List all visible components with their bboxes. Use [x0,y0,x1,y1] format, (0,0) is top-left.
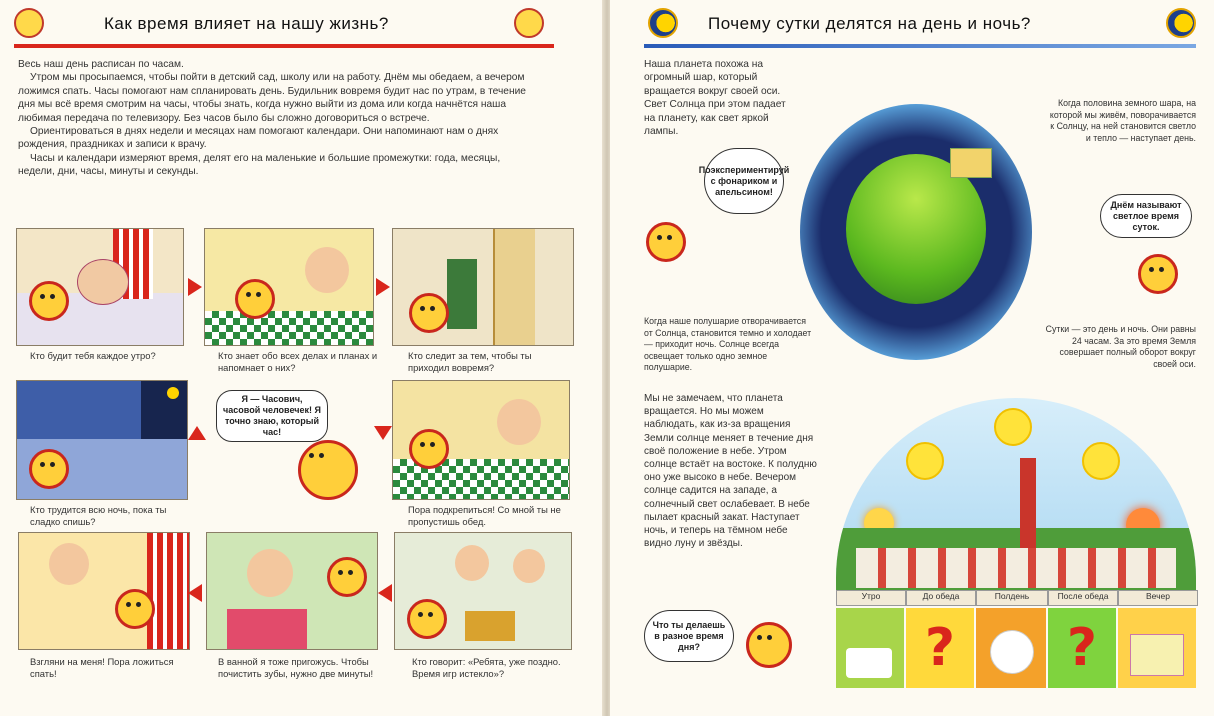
sun-moon-icon [648,8,678,38]
arrow-up-icon [188,426,206,440]
paragraph: Весь наш день расписан по часам. [18,59,184,70]
arrow-left-icon [188,584,202,602]
caption: Кто следит за тем, чтобы ты приходил вовремя? [408,350,532,373]
comic-panel-lunch [392,380,570,500]
sun-movement-text: Мы не замечаем, что планета вращается. Но мы можем наблюдать, как из-за вращения Земли солнце меняет в течение дня своё положение в небе. Утром солнце встаёт на востоке. К полудню оно уже высоко в небе. Вечером солнце садится на западе, а солнечный свет ослабевает. В небе пылает красный закат. Наступает ночь, и теперь на тёмном небе видно луну и звёзды. [644,393,817,550]
comic-panel-breakfast [204,228,374,346]
night-note: Когда наше полушарие отворачивается от Солнца, становится темно и холодает — приходит ночь. Солнце всегда освещает только одно земное полушарие. [644,316,812,372]
evening-cell [1118,608,1196,688]
caption: Кто трудится всю ночь, пока ты сладко спишь? [30,504,167,527]
title-underline [644,44,1196,48]
arrow-right-icon [376,278,390,296]
arrow-down-icon [374,426,392,440]
day-part-label: До обеда [906,590,976,606]
day-part-label: После обеда [1048,590,1118,606]
comic-panel-bedtime [18,532,190,650]
intro-text [18,58,530,179]
sun-moon-icon [1166,8,1196,38]
day-part-label: Вечер [1118,590,1198,606]
speech-bubble: Днём называют светлое время суток. [1100,194,1192,238]
day-length-note: Сутки — это день и ночь. Они равны 24 часам. За это время Земля совершает полный оборот вокруг своей оси. [1045,324,1196,369]
caption: Кто говорит: «Ребята, уже поздно. Время игр истекло»? [412,656,561,679]
day-part-label: Утро [836,590,906,606]
alarm-clock-icon [14,8,44,38]
speech-bubble: Поэкспериментируй с фонариком и апельсином! [704,148,784,214]
comic-panel-playtime [394,532,572,650]
clock-mascot [1138,254,1178,294]
before-lunch-cell: ? [906,608,974,688]
intro-text: Наша планета похожа на огромный шар, который вращается вокруг своей оси. Свет Солнца при этом падает на планету, как свет яркой лампы. [644,59,786,138]
caption: Взгляни на меня! Пора ложиться спать! [30,656,174,679]
comic-panel-bathroom [206,532,378,650]
clock-mascot [646,222,686,262]
paragraph: Ориентироваться в днях недели и месяцах нам помогают календари. Они напоминают нам о днях рождения, праздниках и записи к врачу. [18,126,499,151]
noon-cell [976,608,1046,688]
right-page [610,0,1214,716]
day-note: Когда половина земного шара, на которой мы живём, поворачивается к Солнцу, на ней становится светло и тепло — наступает день. [1049,98,1196,143]
left-page-title: Как время влияет на нашу жизнь? [104,14,389,33]
caption: Кто будит тебя каждое утро? [30,350,156,361]
paragraph: Часы и календари измеряют время, делят его на маленькие и большие промежутки: года, месяцы, недели, дни, часы, минуты и секунды. [18,152,501,178]
day-part-label: Полдень [976,590,1048,606]
morning-cell [836,608,904,688]
arrow-right-icon [188,278,202,296]
sky-dome-illustration [836,398,1196,598]
comic-panel-wake-up [16,228,184,346]
comic-panel-hallway [392,228,574,346]
earth-diagram [800,104,1032,360]
right-page-title: Почему сутки делятся на день и ночь? [708,14,1031,33]
clock-mascot [298,440,358,500]
after-lunch-cell: ? [1048,608,1116,688]
speech-bubble: Что ты делаешь в разное время дня? [644,610,734,662]
clock-mascot [746,622,792,668]
caption: Кто знает обо всех делах и планах и напомнает о них? [218,350,378,373]
caption: Пора подкрепиться! Со мной ты не пропустишь обед. [408,504,561,527]
paragraph: Утром мы просыпаемся, чтобы пойти в детский сад, школу или на работу. Днём мы обедаем, а вечером ложимся спать. Часы помогают нам спланировать день. Будильник вовремя будит нас по утрам, в течение дня мы всё время смотрим на часы, чтобы знать, когда нужно выйти из дома или когда начнётся наша любимая передача по телевизору. Без часов было бы сложно договориться о встрече. [18,72,526,124]
title-underline [14,44,554,48]
speech-bubble: Я — Часович, часовой человечек! Я точно знаю, который час! [216,390,328,442]
comic-panel-night [16,380,188,500]
caption: В ванной я тоже пригожусь. Чтобы почистить зубы, нужно две минуты! [218,656,374,679]
alarm-clock-icon [514,8,544,38]
arrow-left-icon [378,584,392,602]
left-page [0,0,604,716]
